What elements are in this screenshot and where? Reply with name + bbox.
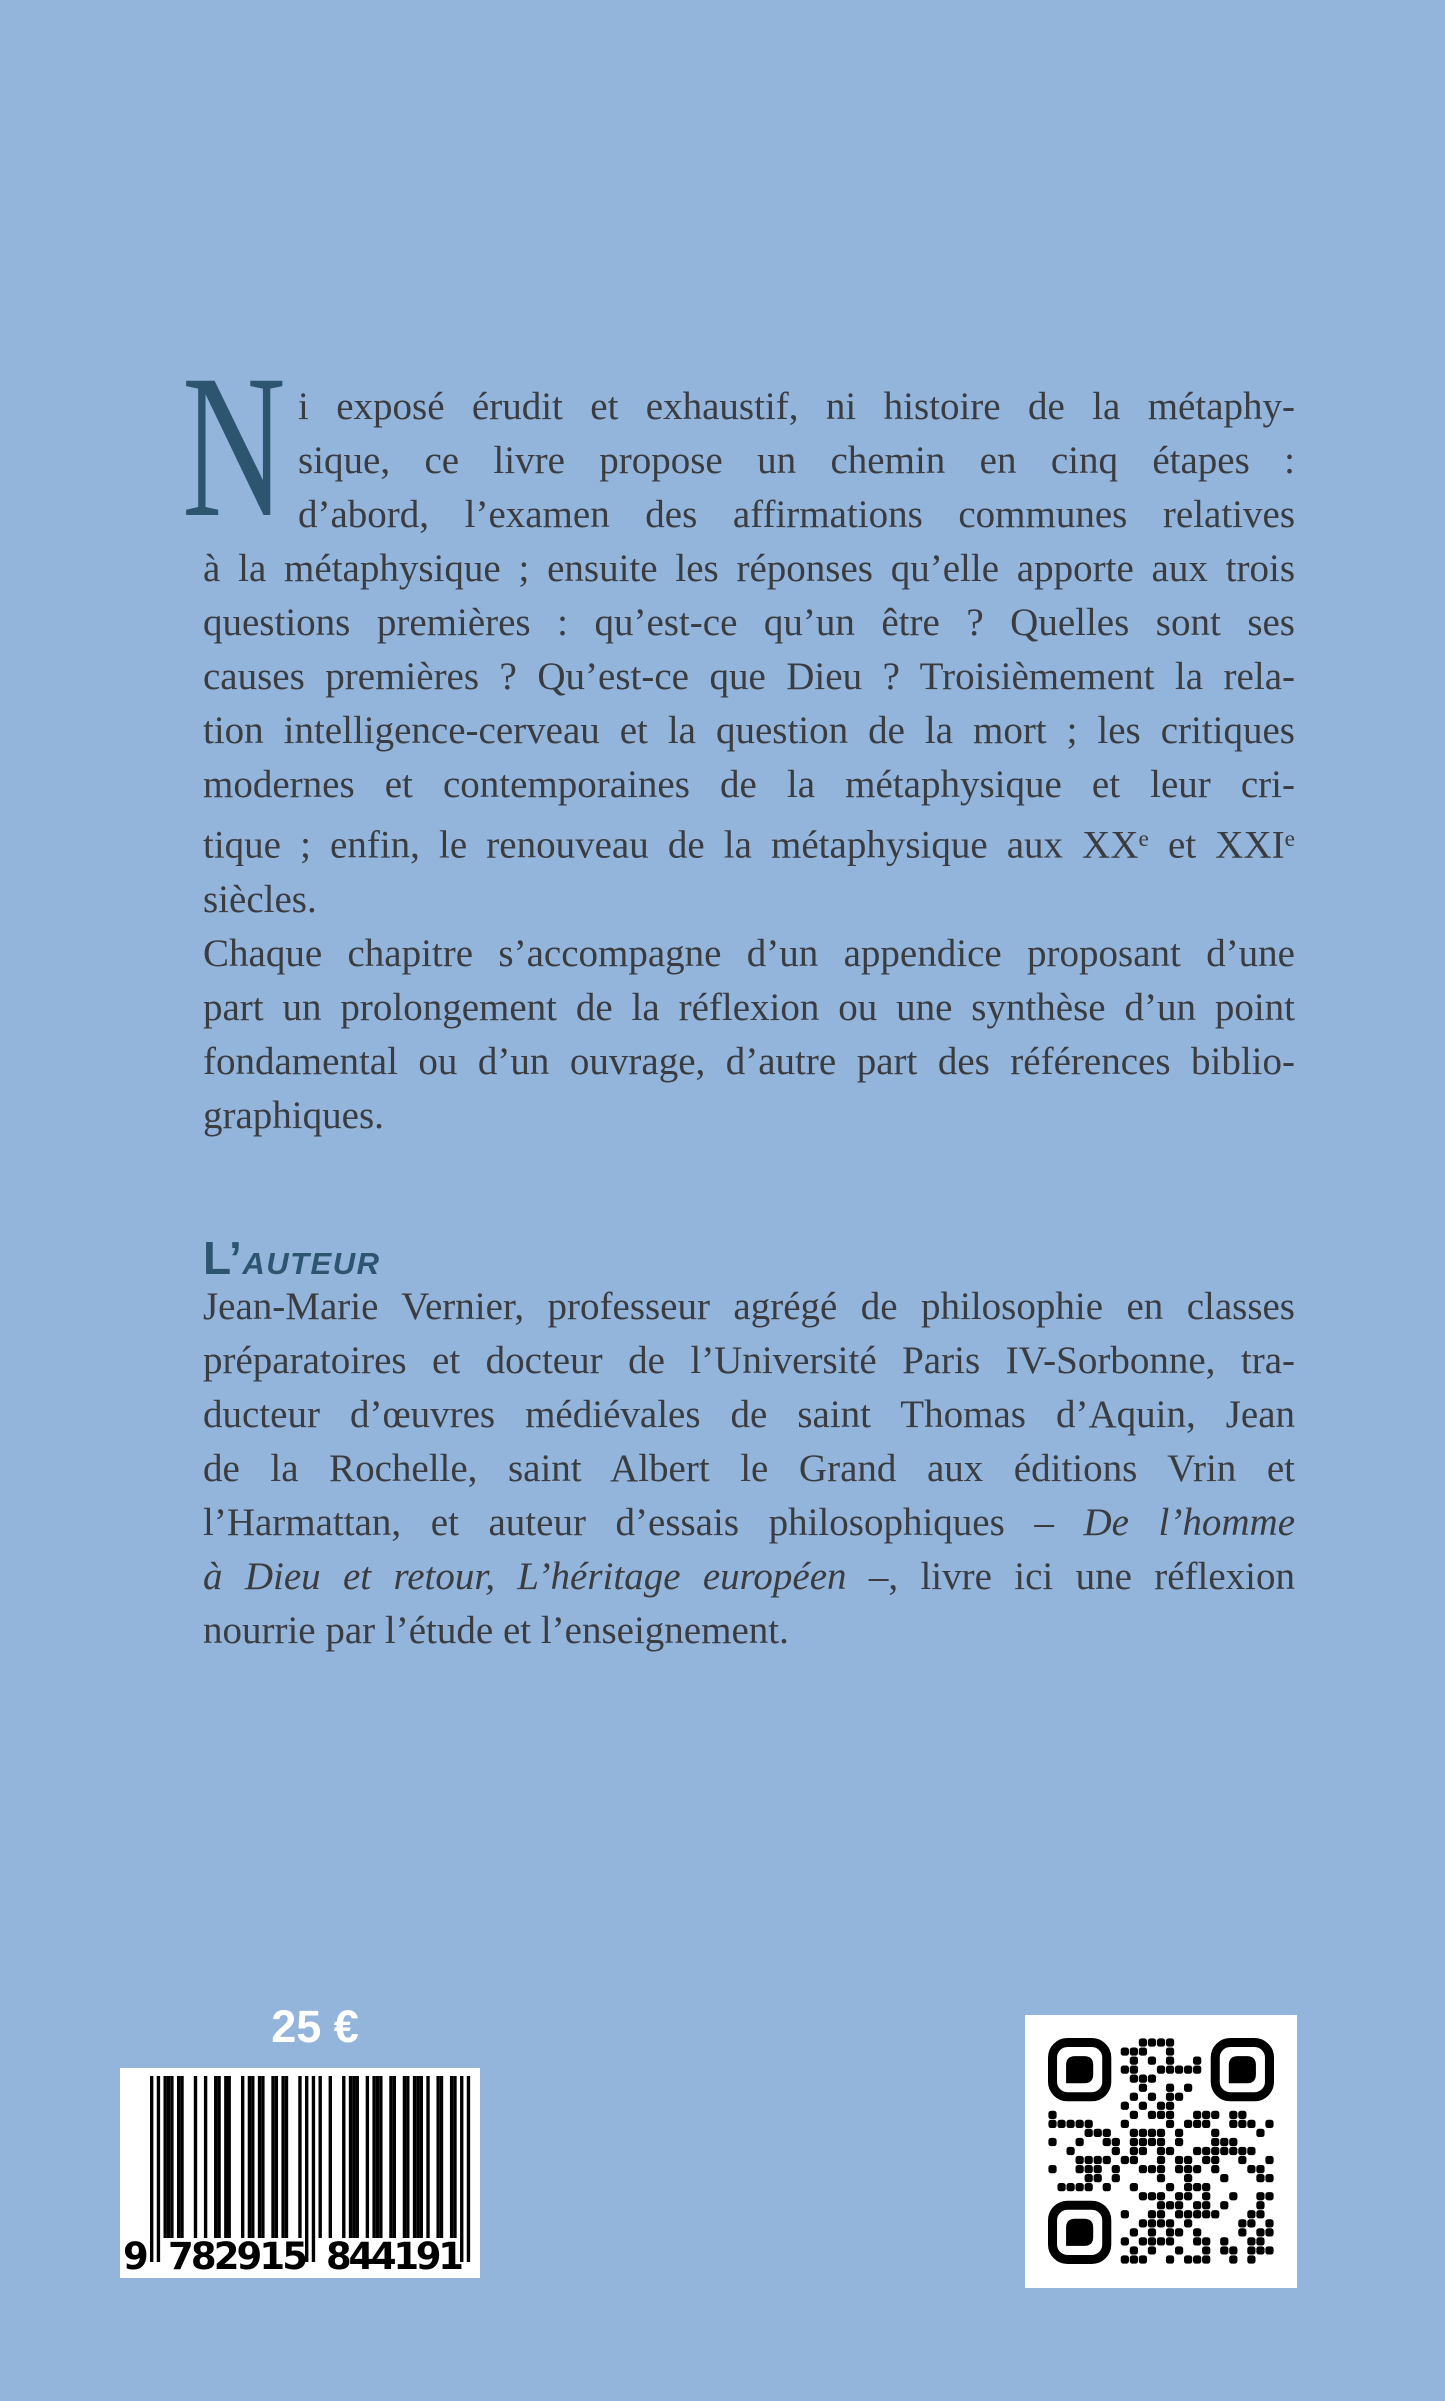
text-line: graphiques. xyxy=(203,1093,384,1137)
text-line: à la métaphysique ; ensuite les réponses qu’elle apporte aux trois xyxy=(203,547,1295,590)
text-line: tion intelligence-cerveau et la question de la mort ; les critiques xyxy=(203,709,1295,752)
text-segment: e xyxy=(1138,826,1149,852)
text-line xyxy=(203,1496,1295,1550)
qr-finder-center xyxy=(1066,2056,1093,2083)
text-segment: l’Harmattan, et auteur d’essais philosophiques – xyxy=(203,1501,1084,1544)
author-heading-smallcaps: AUTEUR xyxy=(242,1246,381,1281)
author-section-heading xyxy=(203,1232,381,1284)
text-line: causes premières ? Qu’est-ce que Dieu ? Troisièmement la rela- xyxy=(203,655,1295,698)
text-segment: e xyxy=(1284,826,1295,852)
qr-finder-center xyxy=(1066,2219,1093,2246)
text-line: siècles. xyxy=(203,877,317,921)
barcode-digits: 844191 xyxy=(326,2235,464,2278)
text-line: de la Rochelle, saint Albert le Grand aux éditions Vrin et xyxy=(203,1447,1295,1490)
author-heading-initial: L’ xyxy=(203,1232,243,1284)
price-label: 25 € xyxy=(271,2001,359,2052)
text-line: sique, ce livre propose un chemin en cinq étapes : xyxy=(298,439,1295,482)
text-line: d’abord, l’examen des affirmations communes relatives xyxy=(298,493,1295,536)
book-title: De l’homme xyxy=(1083,1501,1295,1544)
author-bio xyxy=(203,1280,1295,1658)
barcode-digits: 9 xyxy=(123,2235,149,2278)
barcode-digits: 782915 xyxy=(168,2235,308,2278)
text-segment: et XXI xyxy=(1148,823,1285,867)
text-line: préparatoires et docteur de l’Université Paris IV-Sorbonne, tra- xyxy=(203,1339,1295,1382)
text-line: questions premières : qu’est-ce qu’un être ? Quelles sont ses xyxy=(203,601,1295,644)
synopsis-block xyxy=(182,333,1295,1143)
qr-finder-center xyxy=(1229,2056,1256,2083)
text-line: Jean-Marie Vernier, professeur agrégé de philosophie en classes xyxy=(203,1285,1295,1328)
text-line: nourrie par l’étude et l’enseignement. xyxy=(203,1609,789,1652)
book-title: à Dieu et retour, L’héritage européen xyxy=(203,1555,847,1598)
synopsis-paragraph-2 xyxy=(203,927,1295,1143)
text-line: fondamental ou d’un ouvrage, d’autre part des références biblio- xyxy=(203,1039,1295,1083)
text-segment: –, livre ici une réflexion xyxy=(846,1555,1296,1598)
ean13-barcode xyxy=(120,2068,480,2278)
drop-cap-letter: N xyxy=(182,333,286,560)
synopsis-paragraph-1 xyxy=(203,380,1295,927)
text-line xyxy=(203,1550,1295,1604)
text-line: modernes et contemporaines de la métaphysique et leur cri- xyxy=(203,763,1295,806)
qr-code xyxy=(1025,2015,1297,2288)
text-line: i exposé érudit et exhaustif, ni histoire de la métaphy- xyxy=(298,385,1295,428)
qr-code-panel xyxy=(1025,2015,1297,2288)
text-line xyxy=(203,812,1295,873)
text-line: Chaque chapitre s’accompagne d’un appendice proposant d’une xyxy=(203,931,1295,975)
text-line: ducteur d’œuvres médiévales de saint Thomas d’Aquin, Jean xyxy=(203,1393,1295,1436)
barcode-panel xyxy=(120,2068,480,2278)
text-segment: tique ; enfin, le renouveau de la métaphysique aux XX xyxy=(203,823,1139,867)
text-line: part un prolongement de la réflexion ou une synthèse d’un point xyxy=(203,985,1295,1029)
